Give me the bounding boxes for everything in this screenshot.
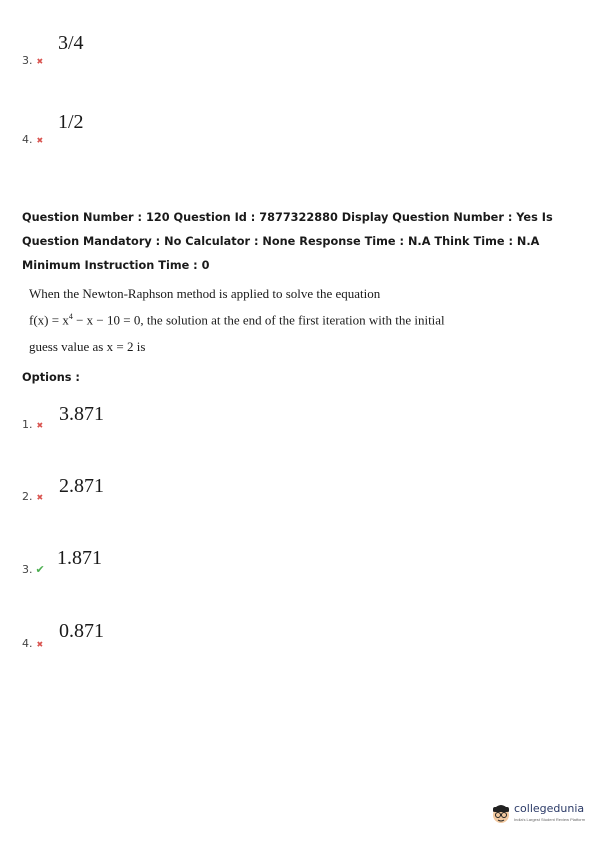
option-number bbox=[22, 490, 43, 503]
option-value: 3.871 bbox=[59, 403, 104, 425]
cross-icon: ✖ bbox=[36, 136, 44, 145]
check-icon: ✔ bbox=[35, 563, 45, 576]
option-number-text: 1. bbox=[22, 418, 33, 431]
option-number-text: 3. bbox=[22, 563, 33, 576]
option-number bbox=[22, 133, 43, 146]
equation-rest: − x − 10 = 0, the solution at the end of the first iteration with the initial bbox=[72, 312, 445, 328]
question-meta: Question Number : 120 Question Id : 7877322880 Display Question Number : Yes Is Question Mandatory : No Calculator : None Response Time : N.A Think Time : N.A Minimum Instruction Time : 0 bbox=[22, 211, 553, 272]
option-number-text: 2. bbox=[22, 490, 33, 503]
cross-icon: ✖ bbox=[36, 57, 44, 66]
question-line-3: guess value as x = 2 is bbox=[29, 339, 146, 354]
logo-name: collegedunia bbox=[514, 802, 585, 815]
option-number-text: 4. bbox=[22, 133, 33, 146]
option-value: 0.871 bbox=[59, 620, 104, 642]
option-value: 2.871 bbox=[59, 475, 104, 497]
option-value: 1.871 bbox=[57, 547, 102, 569]
exponent: 4 bbox=[68, 312, 73, 321]
equation-part: f(x) = x bbox=[29, 312, 69, 328]
option-number-text: 3. bbox=[22, 54, 33, 67]
cross-icon: ✖ bbox=[36, 640, 44, 649]
option-number bbox=[22, 563, 45, 576]
cross-icon: ✖ bbox=[36, 421, 44, 430]
question-line-1: When the Newton-Raphson method is applied to solve the equation bbox=[29, 286, 381, 301]
question-line-2 bbox=[29, 312, 445, 328]
mascot-icon bbox=[490, 802, 512, 826]
collegedunia-logo bbox=[490, 800, 590, 832]
logo-tagline: India's Largest Student Review Platform bbox=[514, 817, 586, 822]
option-number bbox=[22, 637, 43, 650]
option-value: 3/4 bbox=[58, 32, 84, 54]
option-number bbox=[22, 418, 43, 431]
cross-icon: ✖ bbox=[36, 493, 44, 502]
options-heading: Options : bbox=[22, 371, 80, 384]
option-value: 1/2 bbox=[58, 111, 84, 133]
option-number bbox=[22, 54, 43, 67]
option-number-text: 4. bbox=[22, 637, 33, 650]
